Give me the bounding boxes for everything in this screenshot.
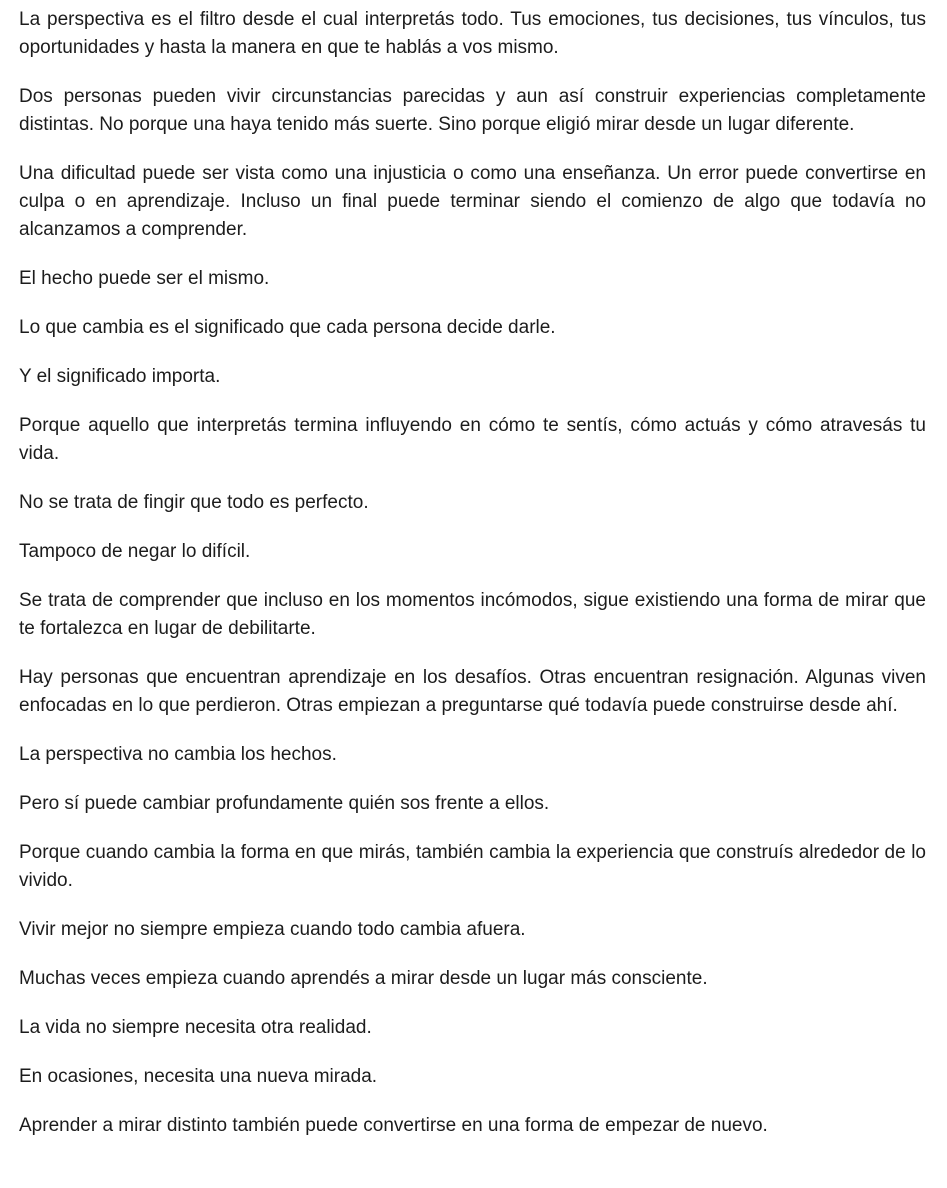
paragraph: Lo que cambia es el significado que cada persona decide darle. bbox=[19, 317, 556, 338]
paragraph: La vida no siempre necesita otra realidad. bbox=[19, 1017, 372, 1038]
paragraph: Hay personas que encuentran aprendizaje en los desafíos. Otras encuentran resignación. Algunas viven enfocadas en lo que perdieron. Otras empiezan a preguntarse qué todavía puede construirse desde ahí. bbox=[19, 667, 926, 716]
paragraph: La perspectiva no cambia los hechos. bbox=[19, 744, 337, 765]
paragraph: Aprender a mirar distinto también puede convertirse en una forma de empezar de nuevo. bbox=[19, 1115, 768, 1136]
paragraph: Porque aquello que interpretás termina influyendo en cómo te sentís, cómo actuás y cómo atravesás tu vida. bbox=[19, 415, 926, 464]
paragraph: Porque cuando cambia la forma en que mirás, también cambia la experiencia que construís alrededor de lo vivido. bbox=[19, 842, 926, 891]
paragraph: Una dificultad puede ser vista como una injusticia o como una enseñanza. Un error puede convertirse en culpa o en aprendizaje. Incluso un final puede terminar siendo el comienzo de algo que todavía no alcanzamos a comprender. bbox=[19, 163, 926, 240]
paragraph: Muchas veces empieza cuando aprendés a mirar desde un lugar más consciente. bbox=[19, 968, 708, 989]
paragraph: Pero sí puede cambiar profundamente quién sos frente a ellos. bbox=[19, 793, 550, 814]
paragraph: En ocasiones, necesita una nueva mirada. bbox=[19, 1066, 378, 1087]
paragraph: El hecho puede ser el mismo. bbox=[19, 268, 270, 289]
paragraph: Dos personas pueden vivir circunstancias parecidas y aun así construir experiencias completamente distintas. No porque una haya tenido más suerte. Sino porque eligió mirar desde un lugar diferente. bbox=[19, 86, 926, 135]
paragraph: La perspectiva es el filtro desde el cual interpretás todo. Tus emociones, tus decisiones, tus vínculos, tus oportunidades y hasta la manera en que te hablás a vos mismo. bbox=[19, 9, 926, 58]
paragraph: Tampoco de negar lo difícil. bbox=[19, 541, 251, 562]
paragraph: No se trata de fingir que todo es perfecto. bbox=[19, 492, 369, 513]
document-body bbox=[19, 6, 926, 1161]
paragraph: Vivir mejor no siempre empieza cuando todo cambia afuera. bbox=[19, 919, 526, 940]
paragraph: Y el significado importa. bbox=[19, 366, 221, 387]
paragraph: Se trata de comprender que incluso en los momentos incómodos, sigue existiendo una forma de mirar que te fortalezca en lugar de debilitarte. bbox=[19, 590, 926, 639]
